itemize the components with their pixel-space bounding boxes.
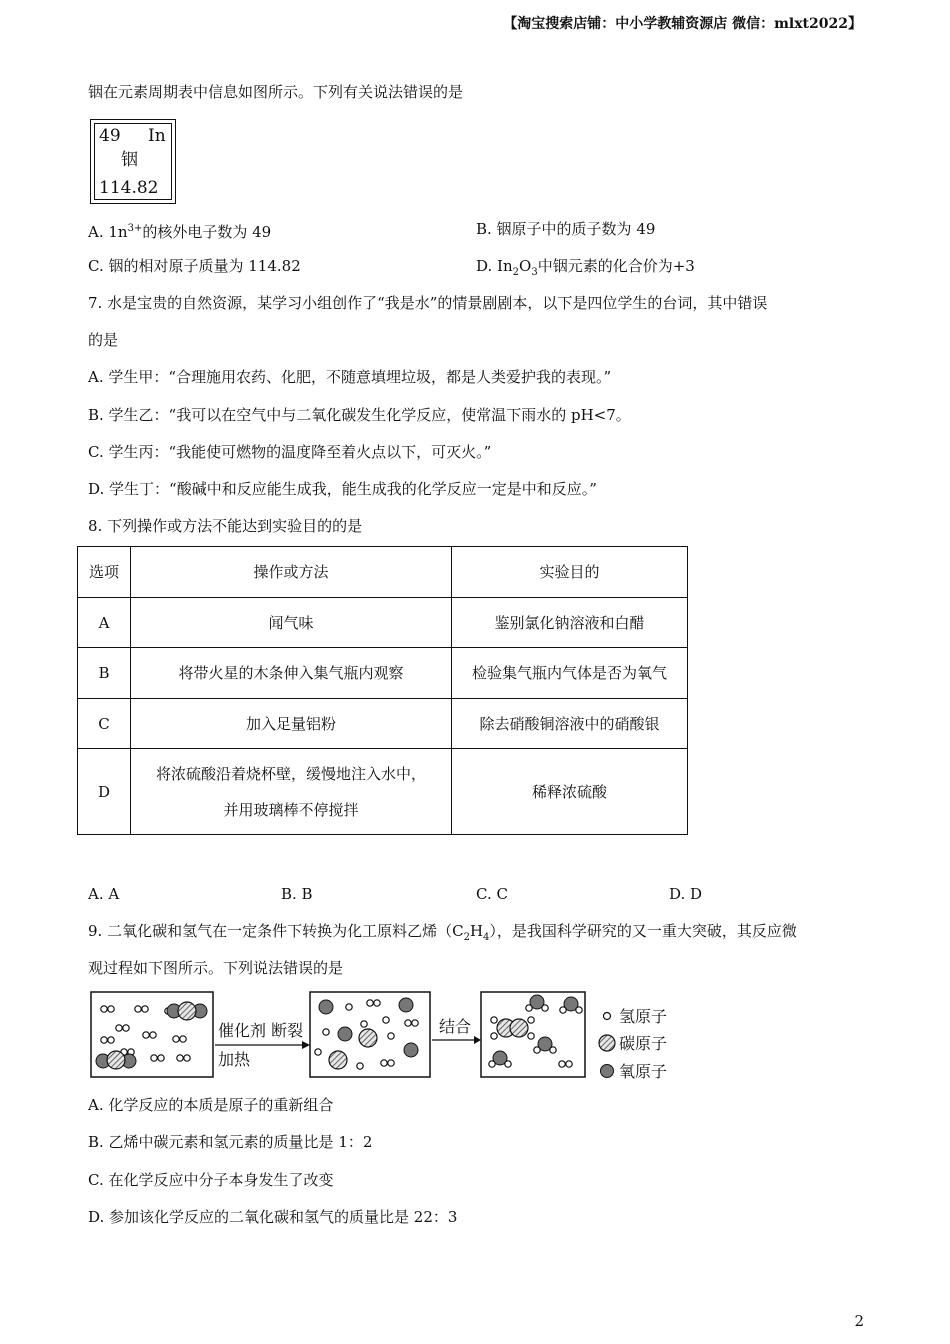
- row-method: [131, 749, 452, 835]
- carbon-atom-icon: [599, 1035, 615, 1051]
- q6-option-d: D. $In_2O_3$中铟元素的化合价为+3: [476, 257, 695, 278]
- arrow-break-label-bottom: 加热: [218, 1050, 251, 1069]
- row-method-line2: 并用玻璃棒不停搅拌: [223, 800, 359, 819]
- table-row: [78, 648, 688, 699]
- q7-option-a: A. 学生甲：“合理施用农药、化肥，不随意填埋垃圾，都是人类爱护我的表现。”: [88, 368, 612, 386]
- q9-stem-line1: 9. 二氧化碳和氢气在一定条件下转换为化工原料乙烯$(C_2H_4)$，是我国科学研究的又一重大突破，其反应微: [88, 922, 797, 943]
- q7-stem-line2: 的是: [88, 331, 119, 349]
- q6-stem: 铟在元素周期表中信息如图所示。下列有关说法错误的是: [88, 83, 464, 101]
- q6-option-c: C. 铟的相对原子质量为 114.82: [88, 257, 301, 275]
- arrow-head-icon: [302, 1041, 310, 1049]
- page-number: 2: [854, 1312, 864, 1330]
- diagram-legend: [599, 1007, 667, 1081]
- arrow-head-icon: [474, 1036, 481, 1044]
- row-purpose: 检验集气瓶内气体是否为氧气: [452, 648, 688, 699]
- table-row: [78, 699, 688, 749]
- q9-stem-line2: 观过程如下图所示。下列说法错误的是: [88, 959, 344, 977]
- q7-option-b: B. 学生乙：“我可以在空气中与二氧化碳发生化学反应，使常温下雨水的 pH<7。: [88, 406, 631, 424]
- q9-option-c: C. 在化学反应中分子本身发生了改变: [88, 1171, 334, 1189]
- oxygen-atom-icon: [601, 1065, 614, 1078]
- q8-answer-b: B. B: [281, 885, 313, 903]
- q8-answer-c: C. C: [476, 885, 508, 903]
- page-header: 【淘宝搜索店铺：中小学教辅资源店 微信：mlxt2022】: [503, 16, 862, 32]
- row-option: D: [78, 749, 131, 835]
- arrow-break-label-top: 催化剂 断裂: [218, 1021, 304, 1040]
- legend-hydrogen: 氢原子: [619, 1007, 668, 1026]
- header-method: 操作或方法: [131, 547, 452, 598]
- row-method: 闻气味: [131, 598, 452, 648]
- row-purpose: 除去硝酸铜溶液中的硝酸银: [452, 699, 688, 749]
- legend-oxygen: 氧原子: [619, 1062, 668, 1081]
- header-purpose: 实验目的: [452, 547, 688, 598]
- row-option: C: [78, 699, 131, 749]
- q8-stem: 8. 下列操作或方法不能达到实验目的的是: [88, 517, 363, 535]
- atomic-mass: 114.82: [99, 178, 159, 198]
- reaction-diagram: [88, 988, 688, 1084]
- element-symbol: In: [148, 126, 166, 146]
- row-method: 加入足量铝粉: [131, 699, 452, 749]
- q9-option-d: D. 参加该化学反应的二氧化碳和氢气的质量比是 22：3: [88, 1208, 458, 1226]
- table-row: [78, 598, 688, 648]
- q9-option-a: A. 化学反应的本质是原子的重新组合: [88, 1096, 334, 1114]
- table-row: [78, 749, 688, 835]
- q8-answer-a: A. A: [88, 885, 120, 903]
- row-purpose: 鉴别氯化钠溶液和白醋: [452, 598, 688, 648]
- q6-option-a: A. $1n^{3+}$的核外电子数为 49: [88, 223, 272, 241]
- q6-option-b: B. 铟原子中的质子数为 49: [476, 220, 656, 238]
- element-name: 铟: [121, 150, 138, 170]
- q7-option-c: C. 学生丙：“我能使可燃物的温度降至着火点以下，可灭火。”: [88, 443, 492, 461]
- header-option: 选项: [78, 547, 131, 598]
- element-card: [90, 119, 176, 204]
- row-option: A: [78, 598, 131, 648]
- legend-carbon: 碳原子: [619, 1034, 668, 1053]
- hydrogen-atom-icon: [604, 1013, 611, 1020]
- table-header-row: [78, 547, 688, 598]
- row-method: 将带火星的木条伸入集气瓶内观察: [131, 648, 452, 699]
- row-purpose: 稀释浓硫酸: [452, 749, 688, 835]
- experiment-table: [77, 546, 688, 835]
- arrow-combine-label: 结合: [439, 1017, 472, 1036]
- row-method-line1: 将浓硫酸沿着烧杯壁，缓慢地注入水中，: [155, 764, 426, 783]
- q8-answer-d: D. D: [669, 885, 703, 903]
- q7-stem-line1: 7. 水是宝贵的自然资源，某学习小组创作了“我是水”的情景剧剧本，以下是四位学生的台词，其中错误: [88, 294, 768, 312]
- q9-option-b: B. 乙烯中碳元素和氢元素的质量比是 1：2: [88, 1133, 373, 1151]
- row-option: B: [78, 648, 131, 699]
- q7-option-d: D. 学生丁：“酸碱中和反应能生成我，能生成我的化学反应一定是中和反应。”: [88, 480, 597, 498]
- atomic-number: 49: [99, 126, 121, 146]
